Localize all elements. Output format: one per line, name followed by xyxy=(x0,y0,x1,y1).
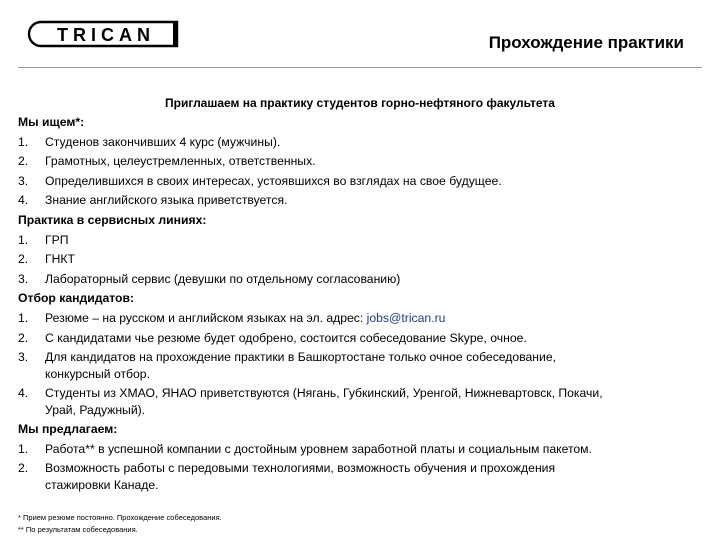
item-number: 3. xyxy=(18,350,29,365)
section-heading-we-offer: Мы предлагаем: xyxy=(18,422,118,437)
item-number: 2. xyxy=(18,461,29,476)
list-item xyxy=(18,459,708,495)
list-item xyxy=(18,270,708,290)
item-text: Студенов закончивших 4 курс (мужчины). xyxy=(45,134,281,149)
item-text-line: Возможность работы с передовыми технологиями, возможность обучения и прохождения xyxy=(45,461,556,476)
list-item xyxy=(18,384,708,420)
section-heading-looking-for: Мы ищем*: xyxy=(18,115,85,129)
item-text: Лабораторный сервис (девушки по отдельному согласованию) xyxy=(45,271,401,286)
header-divider xyxy=(18,67,702,68)
footnote: ** По результатам собеседования. xyxy=(18,524,138,534)
item-text xyxy=(45,385,708,419)
item-text-prefix: Резюме – на русском и английском языках на эл. адрес: xyxy=(45,310,367,325)
item-number: 3. xyxy=(18,271,29,286)
section-heading-service-lines: Практика в сервисных линиях: xyxy=(18,212,207,227)
item-number: 1. xyxy=(18,441,29,456)
list-item xyxy=(18,133,708,153)
main-content xyxy=(18,113,708,495)
subtitle: Приглашаем на практику студентов горно-нефтяного факультета xyxy=(165,96,555,110)
list-item xyxy=(18,231,708,251)
list-item xyxy=(18,152,708,172)
footnotes xyxy=(18,512,222,535)
list-item xyxy=(18,348,708,384)
item-number: 3. xyxy=(18,173,29,188)
item-text-line: Для кандидатов на прохождение практики в Башкортостане только очное собеседование, xyxy=(45,350,557,365)
footnote: * Прием резюме постоянно. Прохождение собеседования. xyxy=(18,513,222,522)
item-text: Работа** в успешной компании с достойным уровнем заработной платы и социальным пакетом. xyxy=(45,441,592,456)
item-text: ГРП xyxy=(45,232,69,247)
item-number: 2. xyxy=(18,252,29,267)
item-number: 4. xyxy=(18,386,29,401)
item-text-line: Урай, Радужный). xyxy=(45,403,146,418)
item-text xyxy=(45,460,708,494)
item-number: 2. xyxy=(18,330,29,345)
item-number: 1. xyxy=(18,134,29,149)
item-text-line: стажировки Канаде. xyxy=(45,478,159,493)
item-text xyxy=(45,309,708,329)
item-text xyxy=(45,349,708,383)
logo-text: TRICAN xyxy=(57,25,155,45)
item-number: 1. xyxy=(18,232,29,247)
email-link[interactable]: jobs@trican.ru xyxy=(366,310,446,325)
item-number: 2. xyxy=(18,154,29,169)
item-text: ГНКТ xyxy=(45,252,75,267)
list-item xyxy=(18,329,708,349)
item-text: Знание английского языка приветствуется. xyxy=(45,193,288,208)
list-item xyxy=(18,309,708,329)
item-text: Грамотных, целеустремленных, ответственных. xyxy=(45,154,316,169)
list-item xyxy=(18,250,708,270)
item-number: 1. xyxy=(18,310,29,325)
trican-logo xyxy=(27,20,179,48)
section-heading-selection: Отбор кандидатов: xyxy=(18,291,135,306)
page-title: Прохождение практики xyxy=(488,33,684,52)
list-item xyxy=(18,440,708,460)
item-text: С кандидатами чье резюме будет одобрено, состоится собеседование Skype, очное. xyxy=(45,330,527,345)
list-item xyxy=(18,172,708,192)
list-item xyxy=(18,191,708,211)
item-text-line: Студенты из ХМАО, ЯНАО приветствуются (Нягань, Губкинский, Уренгой, Нижневартовск, Покачи, xyxy=(45,386,603,401)
item-text: Определившихся в своих интересах, устоявшихся во взглядах на свое будущее. xyxy=(45,173,502,188)
item-number: 4. xyxy=(18,193,29,208)
item-text-line: конкурсный отбор. xyxy=(45,367,150,382)
